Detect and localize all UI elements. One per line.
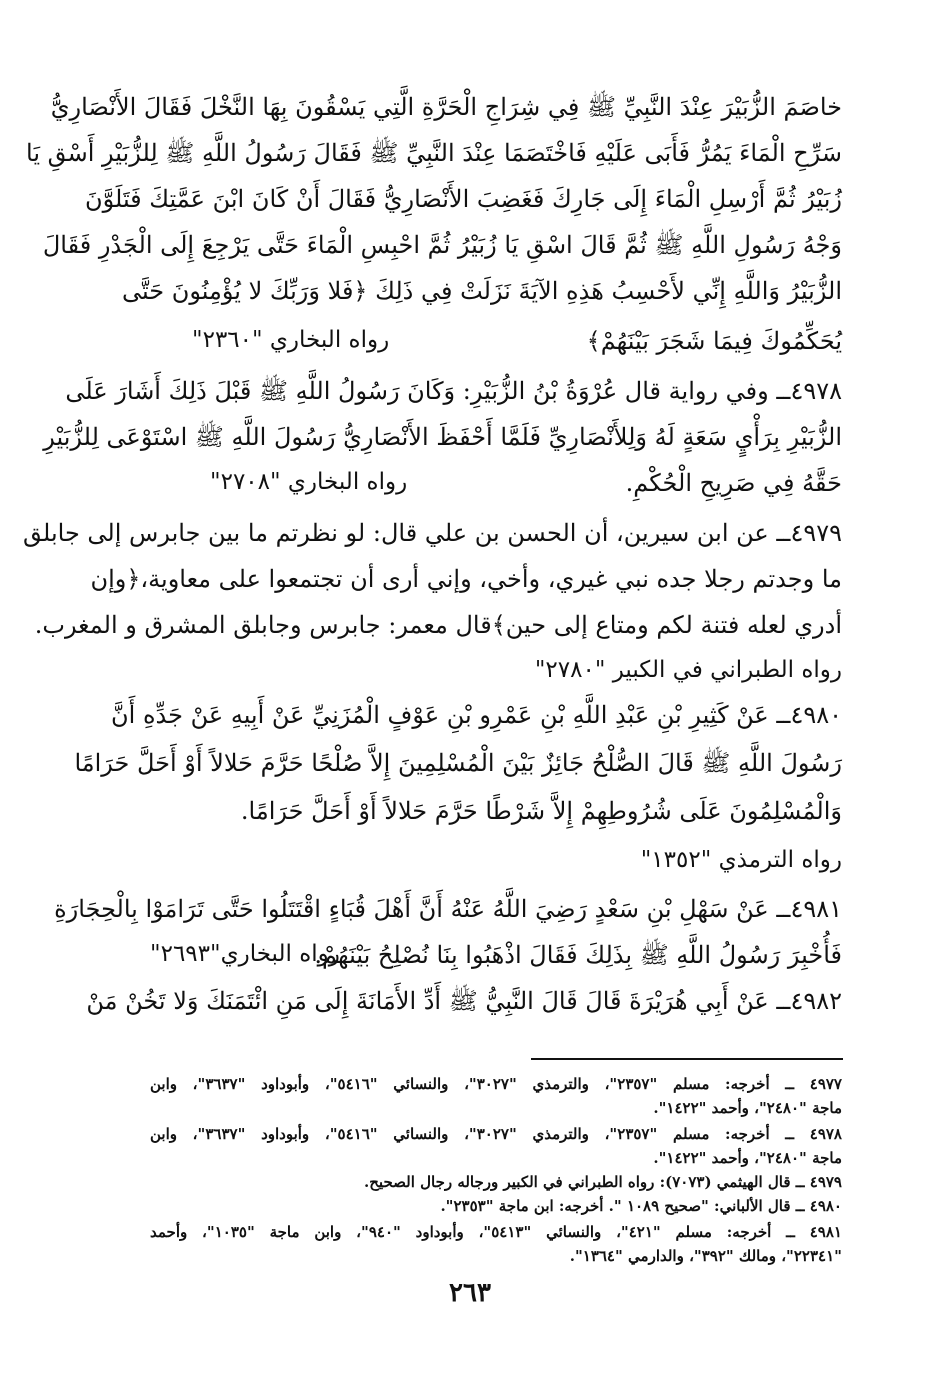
hadith-source: رواه البخاري "٢٧٠٨"	[210, 469, 408, 495]
footnote-line: ٤٩٧٩ ــ قال الهيثمي (٧٠٧٣): رواه الطبراني في الكبير ورجاله رجال الصحيح.	[364, 1173, 842, 1191]
text-line: وَجْهُ رَسُولِ اللَّهِ ﷺ ثُمَّ قَالَ اسْقِ يَا زُبَيْرُ ثُمَّ احْبِسِ الْمَاءَ حَتَّى يَرْجِعَ إِلَى الْجَدْرِ فَقَالَ	[42, 231, 842, 259]
text-line: وَالْمُسْلِمُونَ عَلَى شُرُوطِهِمْ إِلاَّ شَرْطًا حَرَّمَ حَلالاً أَوْ أَحَلَّ حَرَامًا.	[240, 797, 842, 825]
text-line: يُحَكِّمُوكَ فِيمَا شَجَرَ بَيْنَهُمْ﴾	[586, 327, 842, 355]
page-number: ٢٦٣	[449, 1278, 491, 1308]
text-line: سَرِّحِ الْمَاءَ يَمُرُّ فَأَبَى عَلَيْهِ فَاخْتَصَمَا عِنْدَ النَّبِيِّ ﷺ فَقَالَ رَسُولُ اللَّهِ ﷺ لِلزُّبَيْرِ أَسْقِ يَا	[26, 139, 842, 167]
text-line: فَأُخْبِرَ رَسُولُ اللَّهِ ﷺ بِذَلِكَ فَقَالَ اذْهَبُوا بِنَا نُصْلِحُ بَيْنَهُمْ.	[314, 941, 842, 969]
text-line: ٤٩٨٢ــ عَنْ أَبِي هُرَيْرَةَ قَالَ قَالَ النَّبِيُّ ﷺ أَدِّ الأَمَانَةَ إِلَى مَنِ ائْتَمَنَكَ وَلا تَخُنْ مَنْ	[86, 987, 842, 1015]
text-line: الزُّبَيْرِ بِرَأْيٍ سَعَةٍ لَهُ وَلِلأَنْصَارِيِّ فَلَمَّا أَحْفَظَ الأَنْصَارِيُّ رَسُولَ اللَّهِ ﷺ اسْتَوْعَى لِلزُّبَيْرِ	[43, 423, 842, 451]
hadith-source: رواه البخاري "٢٣٦٠"	[192, 327, 390, 353]
text-line: ٤٩٨٠ــ عَنْ كَثِيرِ بْنِ عَبْدِ اللَّهِ بْنِ عَمْرِو بْنِ عَوْفٍ الْمُزَنِيِّ عَنْ أَبِيهِ عَنْ جَدِّهِ أَنَّ	[111, 701, 842, 729]
text-line: ما وجدتم رجلا جده نبي غيري، وأخي، وإني أرى أن تجتمعوا على معاوية،﴿وإن	[90, 565, 842, 593]
footnote-line: ٤٩٨١ ــ أخرجه: مسلم "٤٢١"، والنسائي "٥٤١٣"، وأبوداود "٩٤٠"، وابن ماجة "١٠٣٥"، وأحمد	[150, 1223, 842, 1241]
hadith-source: رواه الترمذي "١٣٥٢"	[640, 847, 842, 873]
footnote-line: "٢٢٣٤١"، ومالك "٣٩٢"، والدارمي "١٣٦٤".	[569, 1247, 842, 1265]
text-line: زُبَيْرُ ثُمَّ أَرْسِلِ الْمَاءَ إِلَى جَارِكَ فَغَضِبَ الأَنْصَارِيُّ فَقَالَ أَنْ كَانَ ابْنَ عَمَّتِكَ فَتَلَوَّنَ	[84, 185, 842, 213]
text-line: حَقَّهُ فِي صَرِيحِ الْحُكْمِ.	[625, 469, 842, 497]
text-line: الزُّبَيْرُ وَاللَّهِ إِنِّي لأَحْسِبُ هَذِهِ الآيَةَ نَزَلَتْ فِي ذَلِكَ ﴿فَلا وَرَبِّكَ لا يُؤْمِنُونَ حَتَّى	[122, 277, 842, 305]
text-line: أدري لعله فتنة لكم ومتاع إلى حين﴾قال معمر: جابرس وجابلق المشرق و المغرب.	[34, 611, 842, 639]
footnote-line: ٤٩٨٠ ــ قال الألباني: "صحيح ١٠٨٩ ". أخرجه: ابن ماجة "٢٣٥٣".	[440, 1197, 842, 1215]
text-line: ٤٩٧٩ــ عن ابن سيرين، أن الحسن بن علي قال: لو نظرتم ما بين جابرس إلى جابلق	[23, 519, 842, 547]
text-line: ٤٩٨١ــ عَنْ سَهْلِ بْنِ سَعْدٍ رَضِيَ اللَّهُ عَنْهُ أَنَّ أَهْلَ قُبَاءٍ اقْتَتَلُوا حَتَّى تَرَامَوْا بِالْحِجَارَةِ	[54, 895, 842, 923]
footnote-line: ماجة "٢٤٨٠"، وأحمد "١٤٢٢".	[653, 1149, 842, 1167]
text-line: رَسُولَ اللَّهِ ﷺ قَالَ الصُّلْحُ جَائِزٌ بَيْنَ الْمُسْلِمِينَ إِلاَّ صُلْحًا حَرَّمَ حَلالاً أَوْ أَحَلَّ حَرَامًا	[74, 749, 842, 777]
text-line: خاصَمَ الزُّبَيْرَ عِنْدَ النَّبِيِّ ﷺ فِي شِرَاجِ الْحَرَّةِ الَّتِي يَسْقُونَ بِهَا النَّخْلَ فَقَالَ الأَنْصَارِيُّ	[50, 93, 842, 121]
hadith-source: رواه الطبراني في الكبير "٢٧٨٠"	[534, 657, 842, 683]
text-line: ٤٩٧٨ــ وفي رواية قال عُرْوَةُ بْنُ الزُّبَيْرِ: وَكَانَ رَسُولُ اللَّهِ ﷺ قَبْلَ ذَلِكَ أَشَارَ عَلَى	[65, 377, 842, 405]
footnote-line: ٤٩٧٨ ــ أخرجه: مسلم "٢٣٥٧"، والترمذي "٣٠٢٧"، والنسائي "٥٤١٦"، وأبوداود "٣٦٣٧"، وابن	[150, 1125, 842, 1143]
footnote-line: ماجة "٢٤٨٠"، وأحمد "١٤٢٢".	[653, 1099, 842, 1117]
footnote-line: ٤٩٧٧ ــ أخرجه: مسلم "٢٣٥٧"، والترمذي "٣٠٢٧"، والنسائي "٥٤١٦"، وأبوداود "٣٦٣٧"، وابن	[150, 1075, 842, 1093]
footnote-divider	[531, 1058, 843, 1060]
hadith-source: رواه البخاري"٢٦٩٣"	[150, 941, 340, 967]
